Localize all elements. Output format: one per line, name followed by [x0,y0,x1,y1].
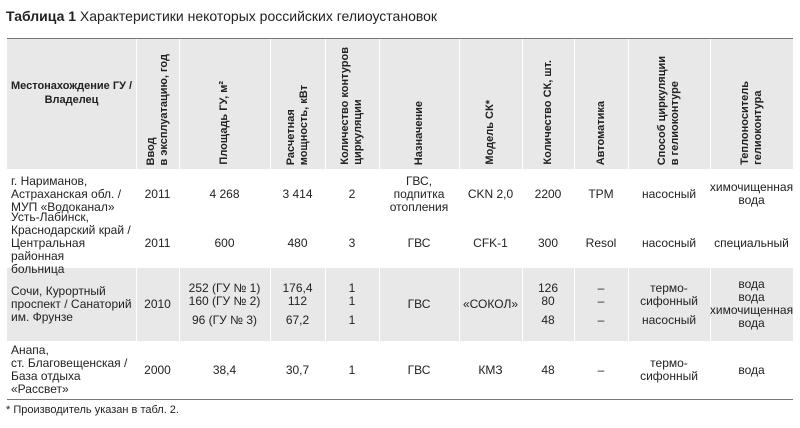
row-4-model: КМЗ [478,362,503,377]
row-3-model: «СОКОЛ» [462,296,518,311]
row-3-power-3: 67,2 [285,312,310,327]
row-3-location: Сочи, Курортный проспект / Санаторий им. Фрунзе [11,283,132,324]
row-3-power [270,267,325,341]
row-3-coolant-2: вода [738,290,765,304]
row-3-coolant-3: химочищенная вода [709,303,794,330]
row-4-count: 48 [541,362,555,377]
header-automation: Автоматика [594,100,607,165]
row-3-purpose: ГВС [407,296,431,311]
header-automation-cell [574,39,628,169]
solar-installations-table [7,38,793,400]
row-3-automation [574,267,628,341]
row-2-automation: Resol [585,235,617,250]
row-2-circuits: 3 [348,235,356,250]
row-2-coolant: специальный [714,235,789,250]
row-3-count-2: 80 [541,293,555,308]
header-count-cell [522,39,574,169]
row-3-circulation [628,267,710,341]
row-4-circulation: термо- сифонный [640,356,698,383]
row-3-automation-2: – [597,293,605,308]
header-circuits: Количество контуров циркуляции [339,47,364,165]
row-4-location: Анапа, ст. Благовещенская / База отдыха «Рассвет» [11,343,128,396]
row-1-power: 3 414 [282,186,313,201]
table-title: Характеристики некоторых российских гелиоустановок [79,8,438,24]
row-2-location: Усть-Лабинск, Краснодарский край / Центральная районная [11,209,131,263]
row-3-circuits-1: 1 [348,280,356,295]
table-footnote: * Производитель указан в табл. 2. [6,404,179,416]
row-1-coolant: химочищенная вода [709,180,794,207]
row-4-circuits: 1 [348,362,356,377]
row-3-power-2: 112 [287,293,308,308]
row-3-count-3: 48 [541,312,555,327]
header-circuits-cell [325,39,379,169]
row-3-automation-3: – [597,312,605,327]
header-power: Расчетная мощность, кВт [284,84,310,165]
header-year-cell [136,39,179,169]
header-circulation-cell [628,39,710,169]
row-4-power: 30,7 [285,362,310,377]
row-3-circuits [325,267,379,341]
row-3-automation-1: – [597,280,605,295]
row-2-year: 2011 [144,235,171,250]
row-3-coolant-1: вода [738,277,765,291]
header-model: Модель СК* [484,100,496,165]
header-model-cell [459,39,522,169]
row-2-circulation: насосный [641,235,697,250]
row-3-circulation-1: термо- сифонный [640,280,698,308]
table-number: Таблица 1 [6,8,77,24]
header-purpose: Назначение [412,100,425,165]
row-4-automation: – [597,362,605,377]
row-3-circuits-2: 1 [348,293,356,308]
table-caption [6,8,437,24]
row-3-count-1: 126 [537,280,559,295]
row-1-model: CKN 2,0 [467,186,514,201]
header-power-cell [270,39,325,169]
header-coolant-cell [710,39,793,169]
row-1-circuits: 2 [348,186,356,201]
row-4-area: 38,4 [212,362,237,377]
row-1-purpose: ГВС, подпитка отопления [389,173,449,214]
row-3-area-3: 96 (ГУ № 3) [191,312,257,327]
header-location: Местонахождение ГУ / Владелец [10,80,133,106]
header-purpose-cell [379,39,459,169]
row-2-count: 300 [537,235,559,250]
row-3-area-2: 160 (ГУ № 2) [188,293,261,308]
row-1-area: 4 268 [209,186,240,201]
header-year: Ввод в эксплуатацию, год [144,53,170,165]
row-1-automation: TPM [588,186,614,201]
header-count: Количество СК, шт. [541,60,554,165]
row-4-purpose: ГВС [407,362,431,377]
row-3-area [179,267,270,341]
row-2-power: 480 [287,235,308,250]
row-1-count: 2200 [534,186,562,201]
row-4-year: 2000 [144,362,171,377]
row-3-count [522,267,574,341]
row-3-circuits-3: 1 [348,312,356,327]
row-4-coolant: вода [738,362,765,377]
row-3-area-1: 252 (ГУ № 1) [188,280,261,295]
row-3-year: 2010 [144,296,171,311]
row-1-location: г. Нариманов, Астраханская обл. / МУП «Водоканал» [11,173,122,214]
row-2-area: 600 [214,235,235,250]
row-3-power-1: 176,4 [282,280,313,295]
row-1-year: 2011 [144,186,171,201]
header-coolant: Теплоноситель гелиоконтура [738,81,764,165]
row-3-circulation-2: насосный [641,312,697,327]
header-circulation: Способ циркуляции в гелиоконтуре [656,55,681,165]
row-1-circulation: насосный [641,186,697,201]
row-2-model: CFK-1 [473,235,508,250]
row-2-purpose: ГВС [407,235,431,250]
header-area-cell [179,39,270,169]
header-area: Площадь ГУ, м² [218,81,230,165]
row-3-coolant [710,267,793,341]
